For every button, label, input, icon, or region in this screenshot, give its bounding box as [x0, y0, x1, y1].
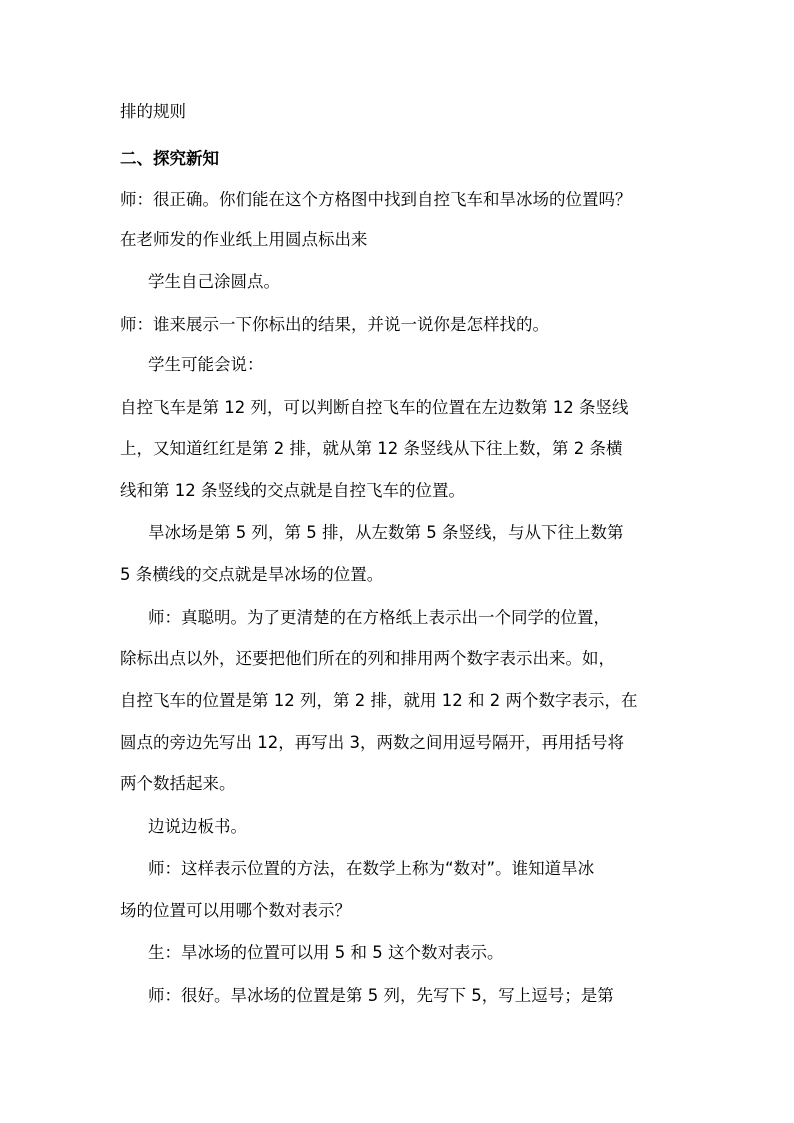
text-line: 学生可能会说：	[148, 355, 264, 374]
text-line: 圆点的旁边先写出 12，再写出 3，两数之间用逗号隔开，再用括号将	[120, 733, 624, 752]
text-line: 师：很好。旱冰场的位置是第 5 列，先写下 5，写上逗号；是第	[148, 986, 614, 1005]
text-line: 自控飞车的位置是第 12 列，第 2 排，就用 12 和 2 两个数字表示，在	[120, 691, 638, 710]
text-line: 师：真聪明。为了更清楚的在方格纸上表示出一个同学的位置，	[148, 608, 610, 627]
text-line: 排的规则	[120, 102, 186, 121]
text-line: 两个数括起来。	[120, 774, 236, 793]
text-line: 在老师发的作业纸上用圆点标出来	[120, 230, 368, 249]
text-line: 自控飞车是第 12 列，可以判断自控飞车的位置在左边数第 12 条竖线	[120, 398, 629, 417]
text-line: 生：旱冰场的位置可以用 5 和 5 这个数对表示。	[148, 943, 504, 962]
text-line: 线和第 12 条竖线的交点就是自控飞车的位置。	[120, 481, 465, 500]
text-line: 上，又知道红红是第 2 排，就从第 12 条竖线从下往上数，第 2 条横	[120, 439, 623, 458]
text-line: 旱冰场是第 5 列，第 5 排，从左数第 5 条竖线，与从下往上数第	[148, 523, 624, 542]
text-line: 5 条横线的交点就是旱冰场的位置。	[120, 565, 384, 584]
text-line: 边说边板书。	[148, 817, 247, 836]
text-line: 师：这样表示位置的方法，在数学上称为“数对”。谁知道旱冰	[148, 859, 595, 878]
text-line: 场的位置可以用哪个数对表示？	[120, 901, 351, 920]
section-heading: 二、探究新知	[120, 149, 219, 168]
text-line: 师：谁来展示一下你标出的结果，并说一说你是怎样找的。	[120, 315, 549, 334]
text-line: 除标出点以外，还要把他们所在的列和排用两个数字表示出来。如，	[120, 649, 615, 668]
text-line: 师：很正确。你们能在这个方格图中找到自控飞车和旱冰场的位置吗？	[120, 190, 632, 209]
text-line: 学生自己涂圆点。	[148, 272, 280, 291]
